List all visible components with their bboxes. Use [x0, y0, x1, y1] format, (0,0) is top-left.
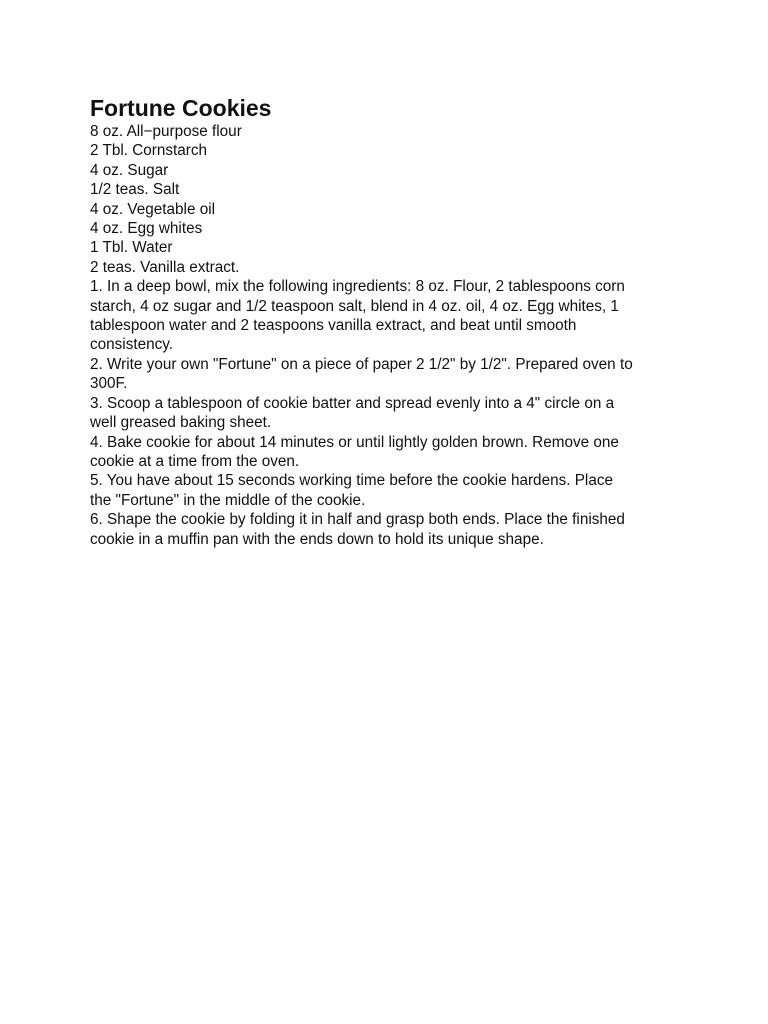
instruction-list	[90, 277, 650, 549]
instruction-step: 6. Shape the cookie by folding it in half and grasp both ends. Place the finished cookie in a muffin pan with the ends down to hold its unique shape.	[90, 511, 625, 548]
instruction-step: 4. Bake cookie for about 14 minutes or until lightly golden brown. Remove one cookie at a time from the oven.	[90, 433, 619, 470]
ingredient-item: 4 oz. Sugar	[90, 161, 169, 179]
recipe-title: Fortune Cookies	[90, 95, 272, 121]
instruction-step: 2. Write your own "Fortune" on a piece of paper 2 1/2" by 1/2". Prepared oven to 300F.	[90, 355, 633, 393]
ingredient-item: 1/2 teas. Salt	[90, 181, 180, 199]
recipe-content	[90, 94, 650, 549]
ingredient-list	[90, 122, 650, 277]
instruction-step: 3. Scoop a tablespoon of cookie batter and spread evenly into a 4" circle on a well greased baking sheet.	[90, 394, 615, 432]
ingredient-item: 8 oz. All−purpose flour	[90, 123, 242, 140]
instruction-step: 1. In a deep bowl, mix the following ingredients: 8 oz. Flour, 2 tablespoons corn starch, 4 oz sugar and 1/2 teaspoon salt, blend in 4 oz. oil, 4 oz. Egg whites, 1 tablespoon water and 2 teaspoons vanilla extract, and beat until smooth consistency.	[90, 278, 625, 354]
ingredient-item: 4 oz. Vegetable oil	[90, 200, 216, 218]
instruction-step: 5. You have about 15 seconds working time before the cookie hardens. Place the "Fortune" in the middle of the cookie.	[90, 472, 613, 509]
ingredient-item: 2 Tbl. Cornstarch	[90, 142, 208, 160]
ingredient-item: 4 oz. Egg whites	[90, 220, 203, 238]
ingredient-item: 2 teas. Vanilla extract.	[90, 258, 240, 276]
ingredient-item: 1 Tbl. Water	[90, 239, 173, 257]
